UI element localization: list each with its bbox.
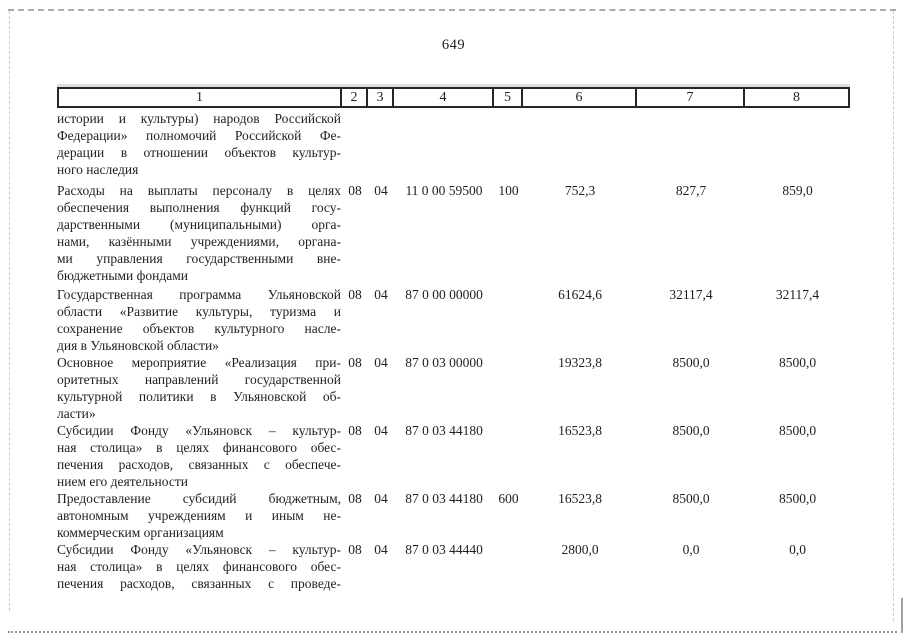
cell-amount-1 — [523, 110, 637, 178]
text-line: ная столица» в целях финансового обес- — [57, 559, 341, 574]
text-line: ного наследия — [57, 162, 139, 177]
text-line: Субсидии Фонду «Ульяновск – культур- — [57, 542, 341, 557]
table-row — [57, 541, 850, 592]
cell-name — [57, 541, 342, 592]
column-header-7: 7 — [637, 87, 745, 108]
cell-csr: 87 0 03 44440 — [405, 542, 483, 557]
cell-rz: 08 — [348, 355, 362, 370]
cell-name — [57, 490, 342, 541]
cell-rz: 08 — [348, 287, 362, 302]
text-line: Субсидии Фонду «Ульяновск – культур- — [57, 423, 341, 438]
cell-vr — [494, 422, 523, 490]
column-header-6: 6 — [523, 87, 637, 108]
cell-vr — [494, 286, 523, 354]
text-line: ная столица» в целях финансового обес- — [57, 440, 341, 455]
text-line: дарственными (муниципальными) орга- — [57, 217, 341, 232]
scan-edge-left — [9, 11, 10, 611]
cell-name — [57, 110, 342, 178]
text-line: Расходы на выплаты персоналу в целях — [57, 183, 341, 198]
cell-pr: 04 — [374, 287, 388, 302]
scan-edge-right — [893, 11, 894, 621]
scan-edge-top — [8, 9, 896, 11]
cell-amount-3: 8500,0 — [778, 423, 817, 438]
text-line: Основное мероприятие «Реализация при- — [57, 355, 341, 370]
table-row — [57, 286, 850, 354]
cell-pr — [368, 110, 394, 178]
cell-rz: 08 — [348, 183, 362, 198]
cell-amount-1: 19323,8 — [558, 355, 602, 370]
text-line: оритетных направлений государственной — [57, 372, 341, 387]
column-header-1: 1 — [57, 87, 342, 108]
column-header-8: 8 — [745, 87, 850, 108]
scan-edge-bottom — [8, 631, 897, 633]
cell-vr: 600 — [498, 491, 519, 506]
cell-vr — [494, 110, 523, 178]
text-line: Федерации» полномочий Российской Фе- — [57, 128, 341, 143]
scan-edge-bottom-right — [901, 598, 903, 633]
cell-csr: 87 0 03 44180 — [405, 423, 483, 438]
text-line: ласти» — [57, 406, 96, 421]
text-line: культурной политики в Ульяновской об- — [57, 389, 341, 404]
cell-amount-3: 8500,0 — [778, 491, 817, 506]
column-header-2: 2 — [342, 87, 368, 108]
budget-expenditure-table — [57, 87, 850, 592]
cell-amount-3: 0,0 — [789, 542, 806, 557]
cell-amount-3: 859,0 — [782, 183, 813, 198]
text-line: Предоставление субсидий бюджетным, — [57, 491, 341, 506]
text-line: печения расходов, связанных с проведе- — [57, 576, 341, 591]
text-line: дия в Ульяновской области» — [57, 338, 219, 353]
table-header-row — [57, 87, 850, 108]
table-body — [57, 108, 850, 592]
cell-rz — [342, 110, 368, 178]
cell-csr: 87 0 03 44180 — [405, 491, 483, 506]
cell-amount-1: 2800,0 — [561, 542, 599, 557]
table-row — [57, 182, 850, 284]
cell-name — [57, 354, 342, 422]
cell-amount-2: 8500,0 — [672, 355, 710, 370]
cell-pr: 04 — [374, 542, 388, 557]
column-header-4: 4 — [394, 87, 494, 108]
text-line: истории и культуры) народов Российской — [57, 111, 341, 126]
cell-csr: 11 0 00 59500 — [405, 183, 483, 198]
table-row — [57, 354, 850, 422]
cell-amount-2: 32117,4 — [669, 287, 713, 302]
page-number: 649 — [441, 37, 466, 53]
text-line: области «Развитие культуры, туризма и — [57, 304, 341, 319]
cell-csr: 87 0 00 00000 — [405, 287, 483, 302]
cell-amount-3: 32117,4 — [775, 287, 820, 302]
cell-amount-3 — [745, 110, 850, 178]
text-line: бюджетными фондами — [57, 268, 188, 283]
column-header-5: 5 — [494, 87, 523, 108]
cell-amount-3: 8500,0 — [778, 355, 817, 370]
cell-vr — [494, 354, 523, 422]
cell-csr: 87 0 03 00000 — [405, 355, 483, 370]
table-row — [57, 110, 850, 178]
cell-amount-2: 8500,0 — [672, 491, 710, 506]
cell-vr: 100 — [498, 183, 519, 198]
cell-amount-1: 61624,6 — [558, 287, 602, 302]
column-header-3: 3 — [368, 87, 394, 108]
cell-amount-1: 16523,8 — [558, 423, 602, 438]
text-line: печения расходов, связанных с обеспече- — [57, 457, 341, 472]
cell-amount-2 — [637, 110, 745, 178]
table-row — [57, 422, 850, 490]
cell-pr: 04 — [374, 423, 388, 438]
cell-name — [57, 182, 342, 284]
cell-csr — [394, 110, 494, 178]
text-line: коммерческим организациям — [57, 525, 224, 540]
text-line: ми управления государственными вне- — [57, 251, 341, 266]
text-line: Государственная программа Ульяновской — [57, 287, 341, 302]
text-line: сохранение объектов культурного насле- — [57, 321, 341, 336]
cell-vr — [494, 541, 523, 592]
cell-pr: 04 — [374, 183, 388, 198]
table-row — [57, 490, 850, 541]
cell-amount-1: 16523,8 — [558, 491, 602, 506]
cell-name — [57, 422, 342, 490]
text-line: автономным учреждениям и иным не- — [57, 508, 341, 523]
text-line: обеспечения выполнения функций госу- — [57, 200, 341, 215]
cell-amount-1: 752,3 — [564, 183, 596, 198]
cell-rz: 08 — [348, 423, 362, 438]
cell-pr: 04 — [374, 491, 388, 506]
text-line: нием его деятельности — [57, 474, 188, 489]
cell-amount-2: 827,7 — [675, 183, 707, 198]
text-line: дерации в отношении объектов культур- — [57, 145, 341, 160]
cell-rz: 08 — [348, 542, 362, 557]
cell-rz: 08 — [348, 491, 362, 506]
cell-pr: 04 — [374, 355, 388, 370]
cell-name — [57, 286, 342, 354]
cell-amount-2: 0,0 — [682, 542, 700, 557]
cell-amount-2: 8500,0 — [672, 423, 710, 438]
text-line: нами, казёнными учреждениями, органа- — [57, 234, 341, 249]
